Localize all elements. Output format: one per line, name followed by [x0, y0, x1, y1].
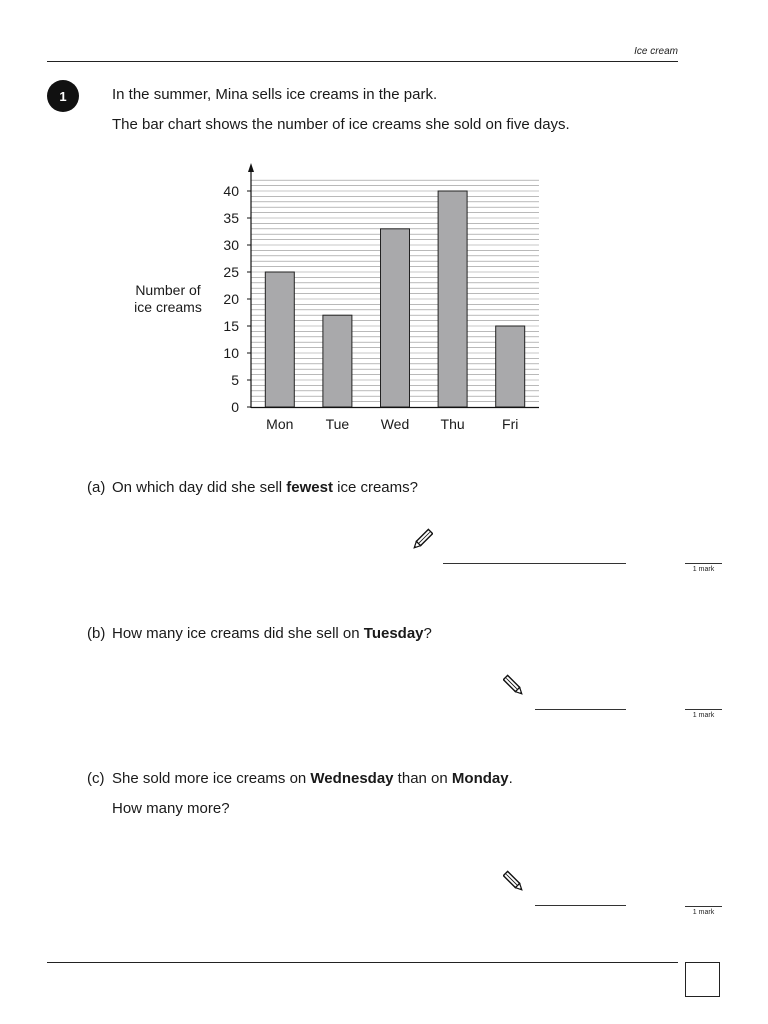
y-tick-labels: [223, 183, 251, 415]
y-tick-label: 20: [223, 291, 239, 307]
part-c-question: She sold more ice creams on Wednesday than on Monday.: [112, 770, 513, 787]
answer-line-a[interactable]: [443, 563, 626, 564]
x-tick-label: Tue: [325, 416, 350, 432]
mark-label-c: 1 mark: [692, 909, 715, 916]
bar-mon: [265, 272, 294, 407]
y-tick-label: 30: [223, 237, 239, 253]
answer-line-b[interactable]: [535, 709, 626, 710]
bar-thu: [438, 191, 467, 407]
pencil-icon: [503, 870, 525, 894]
pencil-icon: [411, 528, 433, 552]
y-axis-arrow: [248, 163, 254, 172]
x-tick-label: Thu: [440, 416, 465, 432]
y-tick-label: 40: [223, 183, 239, 199]
bar-tue: [323, 315, 352, 407]
page-header-title: Ice cream: [634, 46, 678, 57]
bar-chart: [120, 158, 560, 443]
y-tick-label: 35: [223, 210, 239, 226]
x-tick-labels: [266, 416, 518, 432]
footer-divider: [47, 962, 678, 963]
mark-box-line-b: [685, 709, 722, 710]
part-a-label: (a): [87, 479, 106, 496]
x-tick-label: Fri: [502, 416, 519, 432]
mark-label-b: 1 mark: [692, 712, 715, 719]
mark-box-line-a: [685, 563, 722, 564]
part-c-followup: How many more?: [112, 800, 230, 817]
header-divider: [47, 61, 678, 62]
y-tick-label: 10: [223, 345, 239, 361]
question-intro-2: The bar chart shows the number of ice creams she sold on five days.: [112, 116, 570, 133]
y-tick-label: 15: [223, 318, 239, 334]
part-b-question: How many ice creams did she sell on Tuesday?: [112, 625, 432, 642]
pencil-icon: [503, 674, 525, 698]
bar-fri: [496, 326, 525, 407]
part-a-question: On which day did she sell fewest ice creams?: [112, 479, 418, 496]
question-number-badge: 1: [47, 80, 79, 112]
x-tick-label: Mon: [266, 416, 294, 432]
y-tick-label: 5: [231, 372, 239, 388]
total-marks-box: [685, 962, 720, 997]
y-axis-label-line1: Number of: [135, 282, 201, 298]
part-b-label: (b): [87, 625, 106, 642]
part-c-label: (c): [87, 770, 105, 787]
y-tick-label: 25: [223, 264, 239, 280]
y-tick-label: 0: [231, 399, 239, 415]
question-intro-1: In the summer, Mina sells ice creams in the park.: [112, 86, 438, 103]
mark-label-a: 1 mark: [692, 566, 715, 573]
mark-box-line-c: [685, 906, 722, 907]
bar-wed: [381, 229, 410, 407]
answer-line-c[interactable]: [535, 905, 626, 906]
y-axis-label-line2: ice creams: [134, 299, 202, 315]
x-tick-label: Wed: [380, 416, 410, 432]
